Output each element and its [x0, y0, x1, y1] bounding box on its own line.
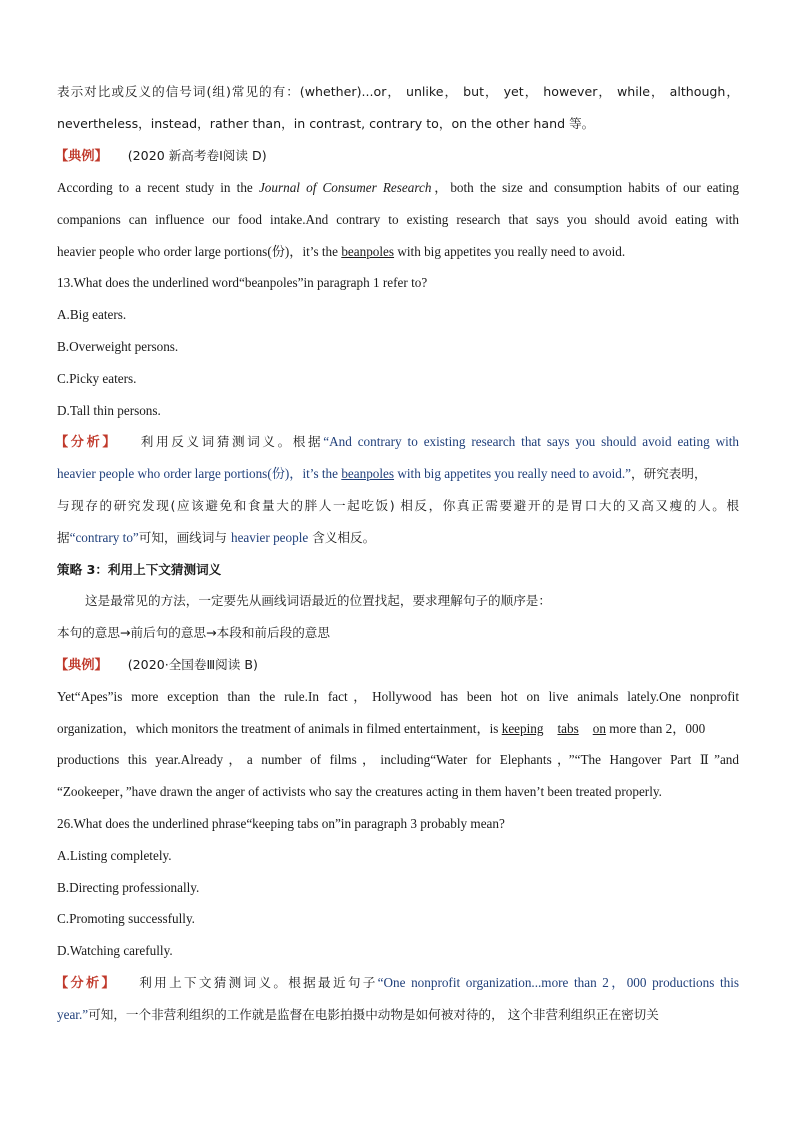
journal-title: Journal of Consumer Research: [258, 180, 432, 195]
example1-tag: 【典例】: [55, 149, 108, 164]
question-13: 13.What does the underlined word“beanpoles”in paragraph 1 refer to?: [57, 275, 428, 290]
underlined-word-beanpoles: beanpoles: [341, 244, 395, 259]
q26-option-d: D.Watching carefully.: [57, 943, 173, 958]
q13-option-b: B.Overweight persons.: [57, 339, 179, 354]
example2-header: [55, 655, 737, 676]
example1-line-3: heavier people who order large portions(份)，it’s the beanpoles with big appetites you really need to avoid.: [57, 244, 626, 259]
analysis2-tag: 【分析】: [55, 976, 117, 991]
q13-option-a: A.Big eaters.: [57, 307, 127, 322]
underlined-word-beanpoles-2: beanpoles: [341, 466, 395, 481]
analysis2-line-2: year.”可知，一个非营利组织的工作就是监督在电影拍摄中动物是如何被对待的， 这个非营利组织正在密切关: [57, 1007, 659, 1022]
example1-line-1: According to a recent study in the Journal of Consumer Research，both the size and consumption habits of our eating: [57, 180, 739, 195]
analysis1-line-2: heavier people who order large portions(份)，it’s the beanpoles with big appetites you really need to avoid.”，研究表明，: [57, 466, 707, 481]
q26-option-b: B.Directing professionally.: [57, 880, 200, 895]
strategy3-line-2: 本句的意思→前后句的意思→本段和前后段的意思: [57, 625, 330, 640]
q26-option-a: A.Listing completely.: [57, 848, 172, 863]
example1-source: (2020 新高考卷Ⅰ阅读 D): [127, 148, 267, 163]
underlined-phrase-keeping-tabs-on: keeping tabs on: [501, 721, 606, 736]
strategy3-heading: 策略 3：利用上下文猜测词义: [57, 562, 222, 577]
example1-line-2: companions can influence our food intake.And contrary to existing research that says you should avoid eating with: [57, 212, 739, 227]
analysis1-line-1: 【分析】 利用反义词猜测词义。根据“And contrary to existing research that says you should avoid eating with: [55, 434, 740, 450]
example1-header: [55, 146, 737, 167]
example2-tag: 【典例】: [55, 658, 108, 673]
intro-line-2: nevertheless，instead，rather than，in contrast, contrary to，on the other hand 等。: [57, 116, 595, 131]
example2-line-1: Yet“Apes”is more exception than the rule.In fact，Hollywood has been hot on live animals lately.One nonprofit: [57, 689, 739, 704]
q26-option-c: C.Promoting successfully.: [57, 911, 195, 926]
q13-option-c: C.Picky eaters.: [57, 371, 137, 386]
q13-option-d: D.Tall thin persons.: [57, 403, 161, 418]
example2-line-4: “Zookeeper，”have drawn the anger of activists who say the creatures acting in them haven’t been treated properly.: [57, 784, 662, 799]
example2-source: (2020·全国卷Ⅲ阅读 B): [127, 657, 258, 672]
analysis1-tag: 【分析】: [55, 435, 119, 450]
analysis2-line-1: 【分析】 利用上下文猜测词义。根据最近句子“One nonprofit organization...more than 2，000 productions this: [55, 975, 740, 991]
example2-line-2: organization，which monitors the treatment of animals in filmed entertainment，is keeping tabs on more than 2，000: [57, 721, 706, 736]
intro-line-1: 表示对比或反义的信号词(组)常见的有：(whether)...or， unlike， but， yet， however， while， although，: [57, 84, 739, 99]
analysis1-line-3: 与现存的研究发现(应该避免和食量大的胖人一起吃饭) 相反，你真正需要避开的是胃口大的又高又瘦的人。根: [57, 498, 739, 513]
question-26: 26.What does the underlined phrase“keeping tabs on”in paragraph 3 probably mean?: [57, 816, 505, 831]
analysis1-line-4: 据“contrary to”可知，画线词与 heavier people 含义相反。: [57, 530, 376, 545]
example2-line-3: productions this year.Already，a number of films，including“Water for Elephants，”“The Hangover Part Ⅱ”and: [57, 752, 739, 767]
strategy3-line-1: 这是最常见的方法，一定要先从画线词语最近的位置找起，要求理解句子的顺序是：: [85, 593, 551, 608]
